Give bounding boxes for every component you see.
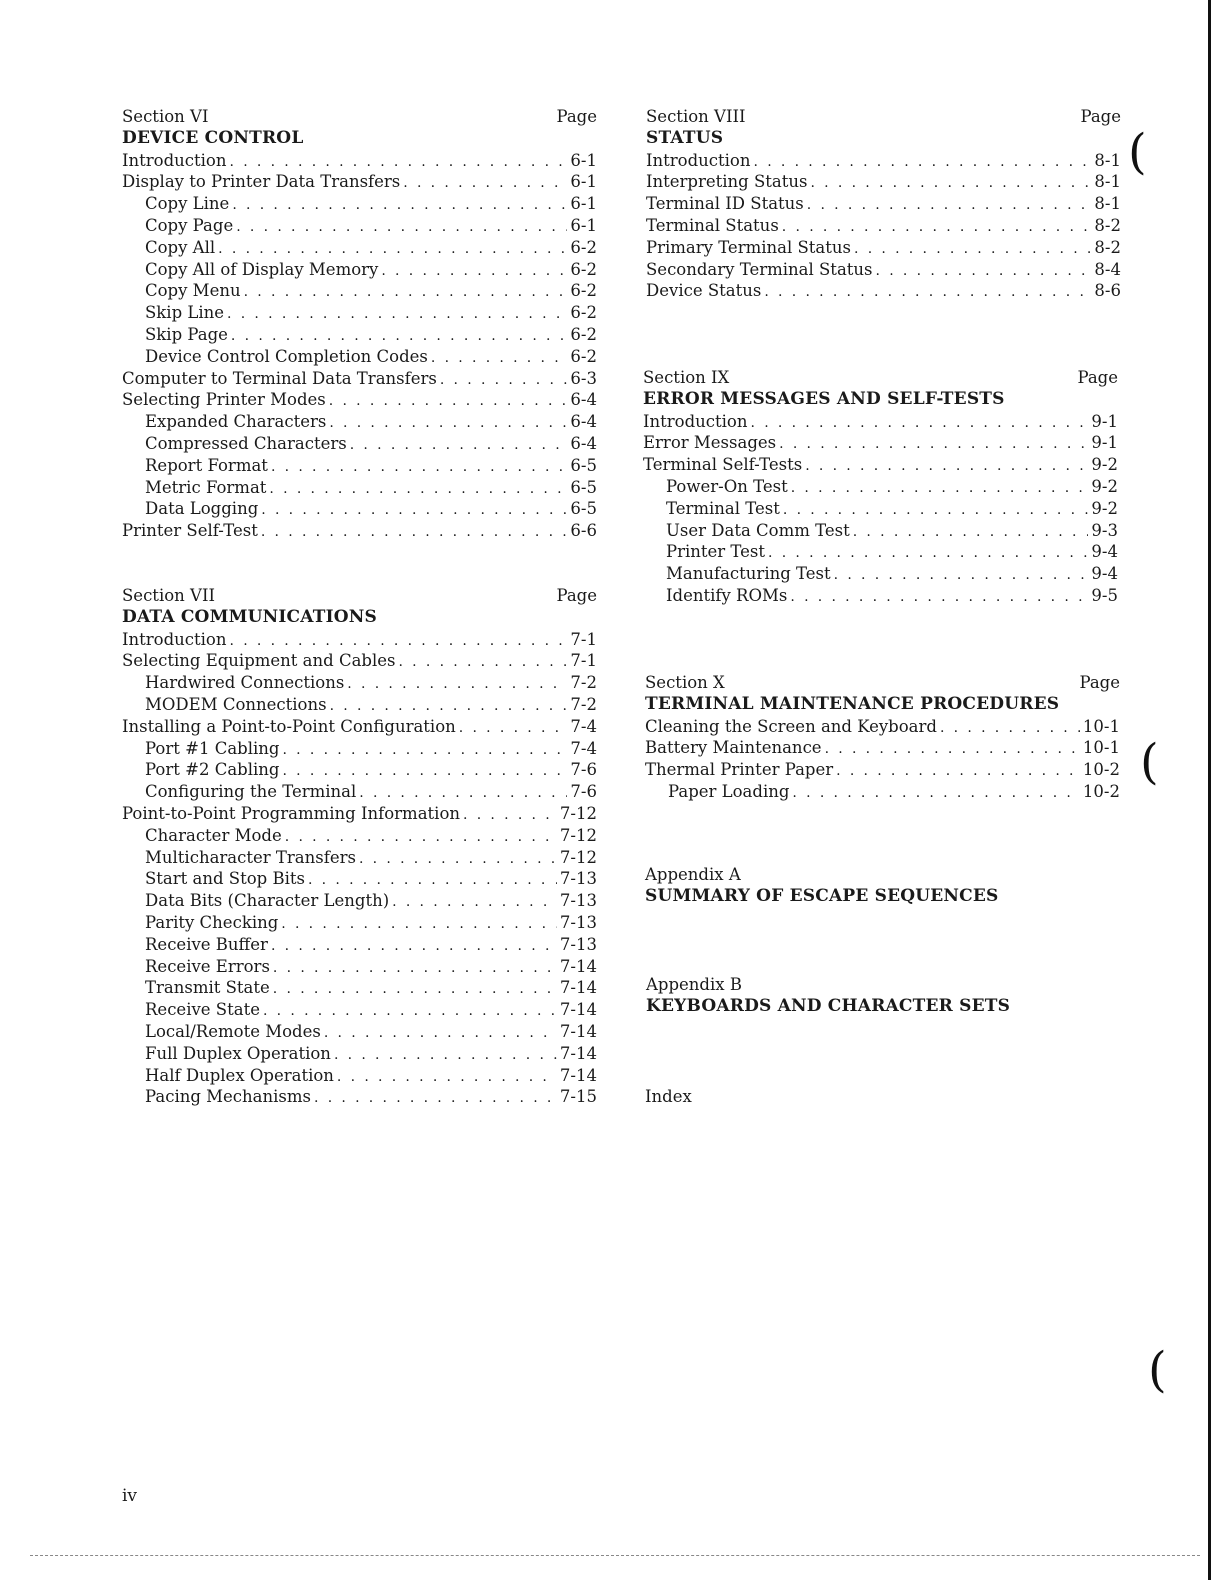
appendix-label <box>645 864 1120 886</box>
toc-entry-label: Power-On Test <box>666 476 788 496</box>
toc-entry <box>122 498 597 520</box>
toc-entry <box>122 389 597 411</box>
dot-leader <box>854 239 1091 261</box>
toc-entry <box>646 280 1121 302</box>
toc-entry-label: Cleaning the Screen and Keyboard <box>645 716 937 736</box>
dot-leader <box>403 173 567 195</box>
toc-entry-page: 7-14 <box>559 956 597 976</box>
toc-entry-label: Point-to-Point Programming Information <box>122 803 461 823</box>
toc-entry-page: 7-1 <box>570 629 597 649</box>
toc-entry-label: Selecting Equipment and Cables <box>122 651 396 671</box>
toc-entry <box>122 956 597 978</box>
toc-entry-label: Full Duplex Operation <box>145 1043 331 1063</box>
toc-entry <box>122 150 597 172</box>
toc-entry <box>122 411 597 433</box>
toc-entry-page: 6-2 <box>570 346 597 366</box>
toc-entry-label: Installing a Point-to-Point Configuration <box>122 716 456 736</box>
page-column-label: Page <box>556 586 597 605</box>
toc-entry-label: MODEM Connections <box>145 694 327 714</box>
appendix-title: SUMMARY OF ESCAPE SEQUENCES <box>645 885 999 906</box>
toc-list <box>643 411 1118 607</box>
dot-leader <box>218 239 567 261</box>
toc-entry <box>643 563 1118 585</box>
dot-leader <box>244 282 568 304</box>
dot-leader <box>790 587 1088 609</box>
toc-entry-label: Configuring the Terminal <box>145 782 357 802</box>
toc-entry-page: 6-6 <box>570 521 597 541</box>
section-header <box>646 106 1121 128</box>
toc-entry-label: Printer Self-Test <box>122 521 258 541</box>
toc-entry <box>122 825 597 847</box>
section-number: Section VII <box>122 586 215 605</box>
dot-leader <box>876 261 1092 283</box>
toc-entry-page: 7-2 <box>570 694 597 714</box>
section-header <box>645 672 1120 694</box>
toc-entry-label: Parity Checking <box>145 912 279 932</box>
toc-entry <box>646 193 1121 215</box>
dot-leader <box>282 740 567 762</box>
dot-leader <box>285 827 557 849</box>
toc-entry <box>122 259 597 281</box>
toc-entry <box>122 694 597 716</box>
dot-leader <box>463 805 557 827</box>
toc-entry-label: Error Messages <box>643 433 777 453</box>
dot-leader <box>791 478 1089 500</box>
dot-leader <box>754 152 1092 174</box>
toc-entry-page: 8-1 <box>1094 150 1121 170</box>
dot-leader <box>337 1067 557 1089</box>
toc-entry <box>122 346 597 368</box>
toc-entry-label: Skip Page <box>145 324 228 344</box>
dot-leader <box>269 479 567 501</box>
dot-leader <box>261 500 567 522</box>
appendix-number: Appendix B <box>646 975 742 994</box>
toc-entry <box>122 193 597 215</box>
toc-entry-page: 7-2 <box>570 673 597 693</box>
toc-list <box>645 716 1120 803</box>
toc-entry-label: Introduction <box>643 411 748 431</box>
toc-entry <box>646 171 1121 193</box>
toc-entry-label: Terminal Test <box>666 498 780 518</box>
toc-entry-label: Device Status <box>646 281 762 301</box>
appendix-b <box>646 974 1121 1018</box>
toc-entry-label: Receive Buffer <box>145 934 268 954</box>
scan-edge-rule <box>1208 0 1211 1580</box>
toc-entry-page: 7-4 <box>570 738 597 758</box>
toc-entry <box>122 215 597 237</box>
page-column-label: Page <box>1079 673 1120 692</box>
dot-leader <box>805 456 1088 478</box>
toc-entry <box>122 890 597 912</box>
toc-entry-label: Secondary Terminal Status <box>646 259 873 279</box>
toc-entry <box>122 803 597 825</box>
toc-entry-page: 7-13 <box>559 912 597 932</box>
dot-leader <box>782 217 1092 239</box>
toc-entry-page: 6-1 <box>570 150 597 170</box>
dot-leader <box>334 1045 557 1067</box>
appendix-a <box>645 864 1120 908</box>
toc-entry <box>122 977 597 999</box>
page-column-label: Page <box>556 107 597 126</box>
toc-entry-label: Introduction <box>646 150 751 170</box>
toc-entry-page: 6-3 <box>570 368 597 388</box>
toc-entry-page: 6-2 <box>570 303 597 323</box>
toc-entry-page: 7-14 <box>559 978 597 998</box>
dot-leader <box>381 261 567 283</box>
toc-entry-page: 6-5 <box>570 477 597 497</box>
dot-leader <box>764 282 1091 304</box>
section-number: Section X <box>645 673 725 692</box>
dot-leader <box>783 500 1089 522</box>
toc-entry-page: 7-14 <box>559 1021 597 1041</box>
toc-entry <box>646 215 1121 237</box>
toc-entry <box>122 1086 597 1108</box>
toc-entry-label: Copy Menu <box>145 281 241 301</box>
dot-leader <box>273 958 557 980</box>
toc-entry-label: Device Control Completion Codes <box>145 346 428 366</box>
toc-entry-label: Local/Remote Modes <box>145 1021 321 1041</box>
toc-entry-label: Hardwired Connections <box>145 673 345 693</box>
dot-leader <box>263 1001 557 1023</box>
toc-entry-label: Primary Terminal Status <box>646 237 851 257</box>
toc-entry-label: Terminal ID Status <box>646 194 804 214</box>
toc-entry <box>122 650 597 672</box>
dot-leader <box>329 413 567 435</box>
dot-leader <box>392 892 557 914</box>
toc-entry <box>122 868 597 890</box>
toc-entry <box>122 520 597 542</box>
toc-entry-page: 10-2 <box>1082 781 1120 801</box>
dot-leader <box>792 783 1080 805</box>
toc-entry-page: 9-4 <box>1091 542 1118 562</box>
dot-leader <box>281 914 557 936</box>
binder-hole-mark: ( <box>1140 734 1159 790</box>
toc-entry <box>122 324 597 346</box>
toc-entry-page: 6-4 <box>570 390 597 410</box>
toc-entry-page: 7-6 <box>570 782 597 802</box>
binder-hole-mark: ( <box>1128 124 1147 180</box>
toc-entry-page: 6-2 <box>570 281 597 301</box>
toc-entry-page: 9-3 <box>1091 520 1118 540</box>
page-column-label: Page <box>1077 368 1118 387</box>
toc-entry <box>122 302 597 324</box>
toc-entry-page: 6-2 <box>570 259 597 279</box>
dot-leader <box>398 652 567 674</box>
toc-entry-label: Data Bits (Character Length) <box>145 891 390 911</box>
toc-entry-label: Terminal Status <box>646 215 779 235</box>
scan-bottom-edge <box>30 1555 1200 1556</box>
toc-entry-page: 9-4 <box>1091 564 1118 584</box>
toc-entry-page: 8-1 <box>1094 172 1121 192</box>
dot-leader <box>308 870 557 892</box>
section-vii <box>122 585 597 1108</box>
dot-leader <box>431 348 568 370</box>
toc-entry-page: 7-12 <box>559 825 597 845</box>
toc-entry <box>643 541 1118 563</box>
toc-entry <box>122 433 597 455</box>
toc-entry-page: 6-1 <box>570 172 597 192</box>
dot-leader <box>810 173 1091 195</box>
toc-entry-page: 9-1 <box>1091 433 1118 453</box>
toc-entry-label: Start and Stop Bits <box>145 869 305 889</box>
dot-leader <box>768 543 1088 565</box>
dot-leader <box>330 696 568 718</box>
section-viii <box>646 106 1121 302</box>
toc-entry <box>646 237 1121 259</box>
dot-leader <box>751 413 1089 435</box>
dot-leader <box>359 783 567 805</box>
toc-entry-label: Copy All of Display Memory <box>145 259 379 279</box>
dot-leader <box>779 434 1088 456</box>
toc-entry-label: Port #2 Cabling <box>145 760 280 780</box>
toc-entry <box>122 781 597 803</box>
toc-entry <box>645 716 1120 738</box>
toc-entry-page: 7-13 <box>559 934 597 954</box>
toc-entry <box>645 759 1120 781</box>
dot-leader <box>853 522 1089 544</box>
toc-entry-label: Manufacturing Test <box>666 564 831 584</box>
dot-leader <box>347 674 567 696</box>
section-title: STATUS <box>646 127 724 148</box>
toc-entry <box>122 759 597 781</box>
dot-leader <box>282 761 567 783</box>
toc-entry <box>122 672 597 694</box>
page-column-label: Page <box>1080 107 1121 126</box>
toc-entry <box>122 1065 597 1087</box>
toc-entry-page: 7-14 <box>559 1000 597 1020</box>
toc-entry-page: 7-6 <box>570 760 597 780</box>
toc-entry-label: Receive State <box>145 1000 260 1020</box>
toc-entry <box>643 454 1118 476</box>
toc-entry-label: Multicharacter Transfers <box>145 847 356 867</box>
toc-entry-label: Thermal Printer Paper <box>645 760 834 780</box>
section-number: Section IX <box>643 368 730 387</box>
section-header <box>643 367 1118 389</box>
toc-entry-page: 8-6 <box>1094 281 1121 301</box>
toc-entry-page: 8-4 <box>1094 259 1121 279</box>
dot-leader <box>261 522 568 544</box>
dot-leader <box>459 718 568 740</box>
dot-leader <box>273 979 557 1001</box>
dot-leader <box>232 195 567 217</box>
page-number: iv <box>122 1486 138 1506</box>
section-ix <box>643 367 1118 607</box>
toc-entry-page: 9-2 <box>1091 498 1118 518</box>
toc-entry <box>122 912 597 934</box>
dot-leader <box>236 217 567 239</box>
toc-entry-label: Transmit State <box>145 978 270 998</box>
toc-entry-page: 6-4 <box>570 412 597 432</box>
dot-leader <box>324 1023 557 1045</box>
dot-leader <box>230 631 568 653</box>
toc-entry <box>122 1043 597 1065</box>
toc-entry-label: Data Logging <box>145 499 259 519</box>
toc-entry-page: 7-15 <box>559 1087 597 1107</box>
binder-hole-mark: ( <box>1148 1342 1167 1398</box>
toc-entry-label: Paper Loading <box>668 781 790 801</box>
toc-entry-page: 8-2 <box>1094 237 1121 257</box>
toc-entry-page: 9-5 <box>1091 585 1118 605</box>
toc-entry <box>643 411 1118 433</box>
toc-entry-label: Copy Line <box>145 194 230 214</box>
toc-entry-label: Half Duplex Operation <box>145 1065 334 1085</box>
index-entry: Index <box>645 1087 692 1106</box>
toc-entry-page: 7-4 <box>570 716 597 736</box>
dot-leader <box>940 718 1080 740</box>
toc-entry-page: 6-1 <box>570 215 597 235</box>
toc-entry <box>122 738 597 760</box>
dot-leader <box>271 936 557 958</box>
toc-entry-page: 6-4 <box>570 433 597 453</box>
toc-entry-label: Port #1 Cabling <box>145 738 280 758</box>
toc-entry <box>122 999 597 1021</box>
toc-entry-page: 6-5 <box>570 499 597 519</box>
toc-entry-page: 10-1 <box>1082 716 1120 736</box>
toc-entry-label: Character Mode <box>145 825 282 845</box>
toc-entry-label: Receive Errors <box>145 956 270 976</box>
section-header <box>122 585 597 607</box>
section-title: DATA COMMUNICATIONS <box>122 606 377 627</box>
section-title: DEVICE CONTROL <box>122 127 304 148</box>
toc-entry-page: 7-13 <box>559 891 597 911</box>
toc-entry <box>646 150 1121 172</box>
toc-entry-page: 10-1 <box>1082 738 1120 758</box>
toc-entry-page: 7-12 <box>559 803 597 823</box>
toc-entry <box>122 1021 597 1043</box>
toc-entry-label: Introduction <box>122 150 227 170</box>
appendix-label <box>646 974 1121 996</box>
toc-entry-label: Expanded Characters <box>145 412 327 432</box>
dot-leader <box>314 1088 557 1110</box>
toc-entry <box>122 280 597 302</box>
toc-entry <box>643 476 1118 498</box>
toc-entry-label: Copy All <box>145 237 216 257</box>
dot-leader <box>825 739 1080 761</box>
toc-entry-page: 7-14 <box>559 1065 597 1085</box>
toc-entry-page: 7-1 <box>570 651 597 671</box>
toc-entry <box>122 847 597 869</box>
dot-leader <box>230 152 568 174</box>
toc-entry-label: Terminal Self-Tests <box>643 455 803 475</box>
toc-entry-page: 6-2 <box>570 237 597 257</box>
toc-entry-page: 8-1 <box>1094 194 1121 214</box>
toc-entry <box>122 237 597 259</box>
toc-entry-page: 8-2 <box>1094 215 1121 235</box>
dot-leader <box>231 326 568 348</box>
section-header <box>122 106 597 128</box>
toc-entry <box>646 259 1121 281</box>
appendix-number: Appendix A <box>645 865 741 884</box>
appendix-title: KEYBOARDS AND CHARACTER SETS <box>646 995 1011 1016</box>
toc-entry-label: Display to Printer Data Transfers <box>122 172 401 192</box>
toc-entry-page: 7-13 <box>559 869 597 889</box>
toc-entry <box>122 934 597 956</box>
section-vi <box>122 106 597 542</box>
dot-leader <box>836 761 1080 783</box>
dot-leader <box>329 391 568 413</box>
section-title: TERMINAL MAINTENANCE PROCEDURES <box>645 693 1060 714</box>
toc-entry-label: Interpreting Status <box>646 172 808 192</box>
section-number: Section VIII <box>646 107 746 126</box>
dot-leader <box>271 457 567 479</box>
toc-entry <box>122 171 597 193</box>
section-x <box>645 672 1120 803</box>
dot-leader <box>834 565 1089 587</box>
toc-entry-label: Computer to Terminal Data Transfers <box>122 368 437 388</box>
section-number: Section VI <box>122 107 209 126</box>
dot-leader <box>350 435 568 457</box>
toc-entry <box>122 477 597 499</box>
toc-entry-label: Printer Test <box>666 542 766 562</box>
dot-leader <box>807 195 1092 217</box>
toc-list <box>122 629 597 1109</box>
toc-entry-label: Compressed Characters <box>145 433 347 453</box>
toc-entry-label: Report Format <box>145 455 268 475</box>
toc-entry <box>643 432 1118 454</box>
toc-entry <box>122 716 597 738</box>
dot-leader <box>227 304 567 326</box>
toc-entry-label: Selecting Printer Modes <box>122 390 326 410</box>
toc-entry-page: 7-12 <box>559 847 597 867</box>
toc-entry-label: Metric Format <box>145 477 267 497</box>
dot-leader <box>359 849 557 871</box>
toc-entry <box>643 585 1118 607</box>
toc-entry-page: 6-5 <box>570 455 597 475</box>
toc-entry-page: 9-1 <box>1091 411 1118 431</box>
dot-leader <box>440 370 568 392</box>
toc-entry <box>643 520 1118 542</box>
toc-entry-label: Battery Maintenance <box>645 738 822 758</box>
toc-entry <box>122 455 597 477</box>
toc-entry <box>645 781 1120 803</box>
toc-entry <box>122 629 597 651</box>
toc-entry <box>643 498 1118 520</box>
toc-entry-page: 6-2 <box>570 324 597 344</box>
toc-entry-label: Pacing Mechanisms <box>145 1087 311 1107</box>
toc-entry <box>122 368 597 390</box>
toc-entry <box>645 737 1120 759</box>
toc-entry-label: User Data Comm Test <box>666 520 850 540</box>
toc-entry-label: Copy Page <box>145 215 234 235</box>
toc-entry-label: Introduction <box>122 629 227 649</box>
toc-entry-page: 6-1 <box>570 194 597 214</box>
toc-list <box>122 150 597 542</box>
toc-list <box>646 150 1121 303</box>
toc-entry-page: 9-2 <box>1091 476 1118 496</box>
toc-entry-page: 9-2 <box>1091 455 1118 475</box>
toc-entry-label: Identify ROMs <box>666 585 788 605</box>
toc-entry-page: 7-14 <box>559 1043 597 1063</box>
section-title: ERROR MESSAGES AND SELF-TESTS <box>643 388 1005 409</box>
toc-entry-page: 10-2 <box>1082 760 1120 780</box>
toc-entry-label: Skip Line <box>145 303 225 323</box>
